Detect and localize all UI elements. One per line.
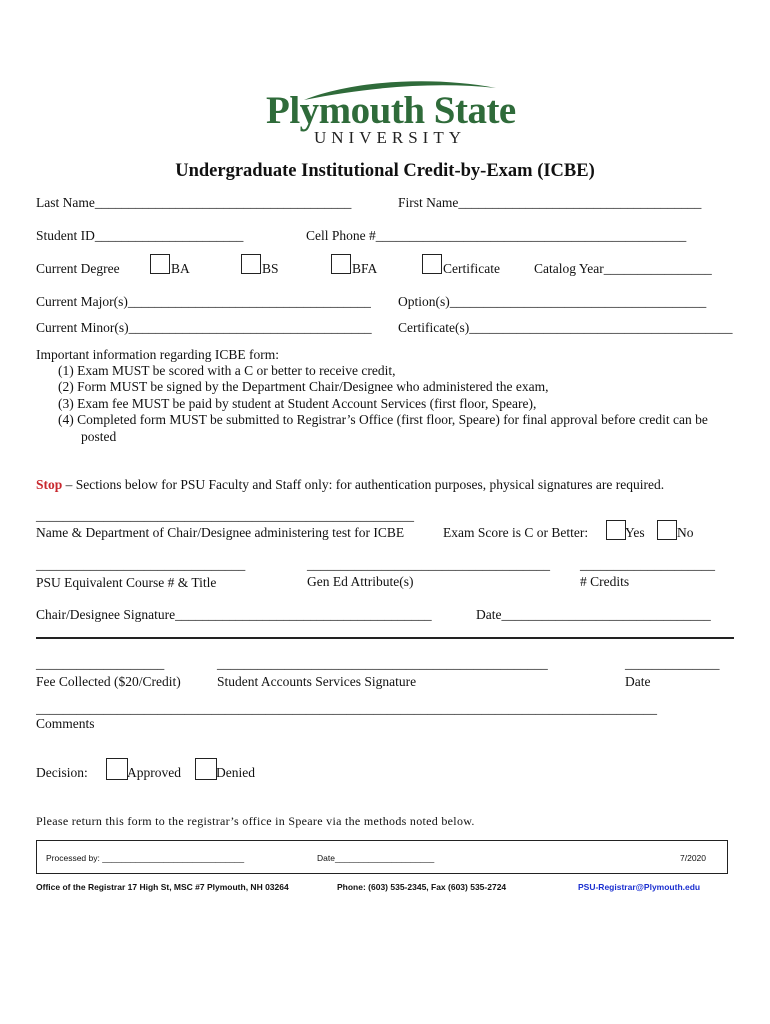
degree-bs-checkbox[interactable] [241, 254, 261, 274]
degree-bfa-checkbox[interactable] [331, 254, 351, 274]
current-minors-field[interactable]: Current Minor(s)____________________________________ [36, 320, 372, 335]
sas-signature-line[interactable]: _________________________________________________ [217, 656, 548, 671]
first-name-field[interactable]: First Name____________________________________ [398, 195, 702, 210]
degree-bfa-label: BFA [352, 261, 378, 276]
comments-label: Comments [36, 716, 95, 731]
form-version: 7/2020 [680, 853, 706, 863]
stop-word: Stop [36, 477, 63, 492]
processed-date-field[interactable]: Date_____________________ [317, 853, 435, 863]
gen-ed-label: Gen Ed Attribute(s) [307, 574, 414, 589]
comments-line[interactable]: ____________________________________________________________________________________________ [36, 701, 657, 716]
exam-score-no-checkbox[interactable] [657, 520, 677, 540]
decision-approved-checkbox[interactable] [106, 758, 128, 780]
fee-collected-line[interactable]: ___________________ [36, 656, 165, 671]
footer-phone: Phone: (603) 535-2345, Fax (603) 535-2724 [337, 882, 507, 892]
credits-label: # Credits [580, 574, 630, 589]
decision-approved-label: Approved [127, 765, 181, 780]
important-item-2: (2) Form MUST be signed by the Department Chair/Designee who administered the exam, [58, 379, 549, 394]
exam-score-no-label: No [677, 525, 694, 540]
credits-line[interactable]: ____________________ [580, 557, 715, 572]
student-id-field[interactable]: Student ID______________________ [36, 228, 244, 243]
exam-score-yes-label: Yes [625, 525, 645, 540]
exam-score-label: Exam Score is C or Better: [443, 525, 589, 540]
fee-collected-label: Fee Collected ($20/Credit) [36, 674, 181, 689]
chair-name-label: Name & Department of Chair/Designee administering test for ICBE [36, 525, 405, 540]
last-name-field[interactable]: Last Name______________________________________ [36, 195, 352, 210]
stop-notice [36, 477, 664, 493]
important-heading: Important information regarding ICBE form: [36, 347, 279, 362]
accounts-date-label: Date [625, 674, 651, 689]
important-item-4-cont: posted [81, 429, 117, 444]
gen-ed-line[interactable]: ____________________________________ [307, 557, 550, 572]
chair-signature-field[interactable]: Chair/Designee Signature______________________________________ [36, 607, 432, 622]
logo-wordmark: Plymouth State [266, 89, 516, 132]
degree-bs-label: BS [262, 261, 279, 276]
footer-email-link[interactable]: PSU-Registrar@Plymouth.edu [578, 882, 701, 892]
degree-certificate-label: Certificate [443, 261, 500, 276]
sas-signature-label: Student Accounts Services Signature [217, 674, 417, 689]
degree-certificate-checkbox[interactable] [422, 254, 442, 274]
cell-phone-field[interactable]: Cell Phone #______________________________________________ [306, 228, 687, 243]
degree-ba-label: BA [171, 261, 190, 276]
page-title: Undergraduate Institutional Credit-by-Exam (ICBE) [175, 161, 595, 181]
current-degree-label: Current Degree [36, 261, 120, 276]
chair-date-field[interactable]: Date_______________________________ [476, 607, 711, 622]
options-field[interactable]: Option(s)______________________________________ [398, 294, 707, 309]
chair-name-line[interactable]: ________________________________________________________ [36, 508, 414, 523]
logo-university: UNIVERSITY [314, 128, 466, 147]
decision-denied-label: Denied [216, 765, 255, 780]
important-item-1: (1) Exam MUST be scored with a C or better to receive credit, [58, 363, 396, 378]
catalog-year-field[interactable]: Catalog Year________________ [534, 261, 712, 276]
accounts-date-line[interactable]: ______________ [625, 656, 720, 671]
equiv-course-label: PSU Equivalent Course # & Title [36, 575, 217, 590]
processed-by-field[interactable]: Processed by: ______________________________ [46, 853, 245, 863]
section-divider [36, 637, 734, 639]
university-logo [264, 78, 516, 150]
decision-denied-checkbox[interactable] [195, 758, 217, 780]
stop-text: – Sections below for PSU Faculty and Staff only: for authentication purposes, physical signatures are required. [62, 477, 665, 492]
exam-score-yes-checkbox[interactable] [606, 520, 626, 540]
footer-office: Office of the Registrar 17 High St, MSC #7 Plymouth, NH 03264 [36, 882, 289, 892]
important-item-4: (4) Completed form MUST be submitted to Registrar’s Office (first floor, Speare) for final approval before credit can be [58, 412, 708, 427]
decision-label: Decision: [36, 765, 88, 780]
current-majors-field[interactable]: Current Major(s)____________________________________ [36, 294, 371, 309]
return-note: Please return this form to the registrar’s office in Speare via the methods noted below. [36, 814, 475, 828]
certificates-field[interactable]: Certificate(s)_______________________________________ [398, 320, 733, 335]
important-item-3: (3) Exam fee MUST be paid by student at Student Account Services (first floor, Speare), [58, 396, 537, 411]
degree-ba-checkbox[interactable] [150, 254, 170, 274]
equiv-course-line[interactable]: _______________________________ [36, 557, 246, 572]
